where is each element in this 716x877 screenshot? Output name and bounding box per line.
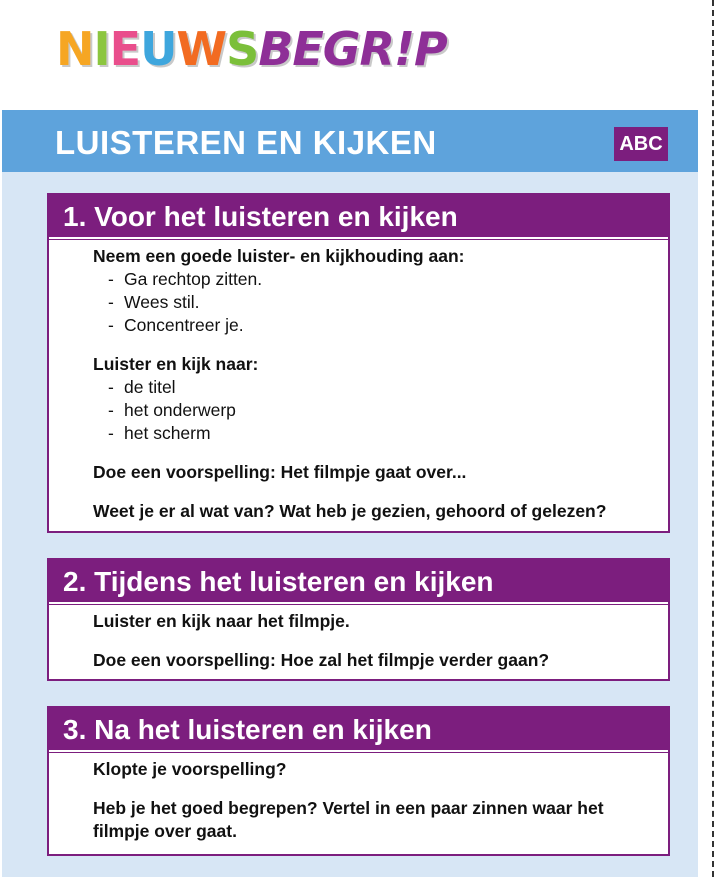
list-item: - Wees stil. xyxy=(108,292,200,312)
section-title: 3. Na het luisteren en kijken xyxy=(49,708,668,752)
list-item-text: het onderwerp xyxy=(124,400,236,420)
abc-badge: ABC xyxy=(614,127,668,161)
list-item: - het onderwerp xyxy=(108,400,236,420)
dashed-cut-line xyxy=(712,0,714,877)
logo-begrip: BEGR!P xyxy=(258,22,447,76)
instruction-text: Luister en kijk naar het filmpje. xyxy=(93,611,350,631)
prediction-prompt: Doe een voorspelling: Het filmpje gaat over... xyxy=(93,462,467,482)
logo-letter: S xyxy=(226,22,259,76)
section-before xyxy=(47,193,670,533)
logo-letter: N xyxy=(56,22,94,76)
logo-letter: E xyxy=(109,22,141,76)
title-banner xyxy=(2,110,698,172)
list-item: - het scherm xyxy=(108,423,211,443)
list-item: - Ga rechtop zitten. xyxy=(108,269,263,289)
list-item-text: het scherm xyxy=(124,423,211,443)
section-after xyxy=(47,706,670,856)
list-item: - Concentreer je. xyxy=(108,315,244,335)
section-title: 2. Tijdens het luisteren en kijken xyxy=(49,560,668,604)
page-title: LUISTEREN EN KIJKEN xyxy=(55,124,437,161)
prediction-prompt: Doe een voorspelling: Hoe zal het filmpje verder gaan? xyxy=(93,650,550,670)
summary-prompt: Heb je het goed begrepen? Vertel in een paar zinnen waar het filmpje over gaat. xyxy=(93,798,604,841)
list-item-text: Ga rechtop zitten. xyxy=(124,269,263,289)
check-prediction-prompt: Klopte je voorspelling? xyxy=(93,759,287,779)
list-item-text: de titel xyxy=(124,377,176,397)
logo-letter: U xyxy=(140,22,177,76)
section-body xyxy=(49,239,668,523)
list-item: - de titel xyxy=(108,377,176,397)
watch-heading: Luister en kijk naar: xyxy=(93,354,259,374)
attitude-heading: Neem een goede luister- en kijkhouding aan: xyxy=(93,246,465,266)
section-body xyxy=(49,752,668,843)
list-item-text: Concentreer je. xyxy=(124,315,244,335)
section-body xyxy=(49,604,668,672)
prior-knowledge-prompt: Weet je er al wat van? Wat heb je gezien, gehoord of gelezen? xyxy=(93,501,607,521)
section-title: 1. Voor het luisteren en kijken xyxy=(49,195,668,239)
nieuwsbegrip-logo xyxy=(56,22,447,76)
logo-letter: I xyxy=(93,22,110,76)
list-item-text: Wees stil. xyxy=(124,292,200,312)
section-during xyxy=(47,558,670,681)
logo-nieuws xyxy=(56,22,258,76)
logo-letter: W xyxy=(176,22,227,76)
